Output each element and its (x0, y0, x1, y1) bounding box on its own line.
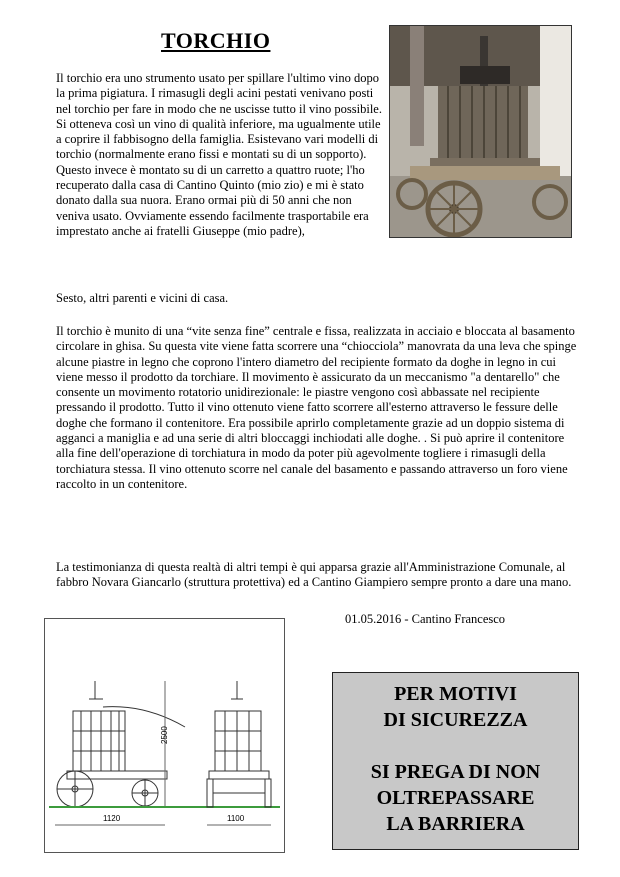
safety-notice (332, 672, 579, 850)
intro-paragraph: Il torchio era uno strumento usato per spillare l'ultimo vino dopo la prima pigiatura. I rimasugli degli acini pestati venivano posti nel torchio per fare in modo che ne uscisse tutto il vino possibile. Si otteneva così un vino di qualità inferiore, ma ugualmente utile a coprire il fabbisogno della famiglia. Esistevano vari modelli di torchio (normalmente erano fissi e montati su di un sopporto). Questo invece è montato su di un carretto a quattro ruote; l'ho recuperato dalla casa di Cantino Quinto (mio zio) e mi è stato donato dalla sua nuora. Erano ormai più di 50 anni che non veniva usato. Ovviamente essendo facilmente trasportabile era imprestato anche ai fratelli Giuseppe (mio padre), (56, 71, 382, 238)
wine-press-photo-icon (390, 26, 571, 237)
notice-line-3: SI PREGA DI NON (370, 761, 541, 783)
technical-drawing (44, 618, 285, 853)
mechanism-paragraph: Il torchio è munito di una “vite senza fine” centrale e fissa, realizzata in acciaio e bloccata al basamento circolare in ghisa. Su questa vite viene fatta scorrere una “chiocciola” manovrata da una leva che spinge alcune piastre in legno che coprono l'intero diametro del recipiente formato da doghe in legno in cui viene messo il prodotto da torchiare. Il movimento è assicurato da un meccanismo "a dentarello" che consente un movimento rotatorio unidirezionale: le piastre vengono così abbassate nel recipiente pressando il prodotto. Tutto il vino ottenuto viene fatto scorrere all'esterno attraverso le fessure delle doghe che formano il contenitore. Era possibile aprirlo completamente grazie ad un doppio sistema di agganci a maniglia e ad una serie di altri bloccaggi inchiodati alle doghe. . Si può aprire il contenitore alla fine dell'operazione di torchiatura in modo da poter più agevolmente togliere i rimasugli della torchiatura stessa. Il vino ottenuto scorre nel canale del basamento e passando attraverso un foro viene raccolto in un contenitore. (56, 324, 577, 491)
page-title: TORCHIO (161, 28, 271, 53)
notice-line-1: PER MOTIVI (394, 683, 517, 705)
wine-press-photo (389, 25, 572, 238)
notice-line-5: LA BARRIERA (386, 813, 525, 835)
signature: 01.05.2016 - Cantino Francesco (345, 612, 506, 626)
height-dimension: 2500 (160, 726, 169, 744)
press-drawing-icon (45, 619, 284, 852)
notice-line-2: DI SICUREZZA (383, 709, 528, 731)
intro-paragraph-end: Sesto, altri parenti e vicini di casa. (56, 291, 229, 305)
front-width-dimension: 1100 (227, 814, 245, 823)
notice-line-4: OLTREPASSARE (376, 787, 535, 809)
side-width-dimension: 1120 (103, 814, 121, 823)
thanks-paragraph: La testimonianza di questa realtà di altri tempi è qui apparsa grazie all'Amministrazione Comunale, al fabbro Novara Giancarlo (struttura protettiva) ed a Cantino Giampiero sempre pronto a dare una mano. (56, 560, 572, 590)
